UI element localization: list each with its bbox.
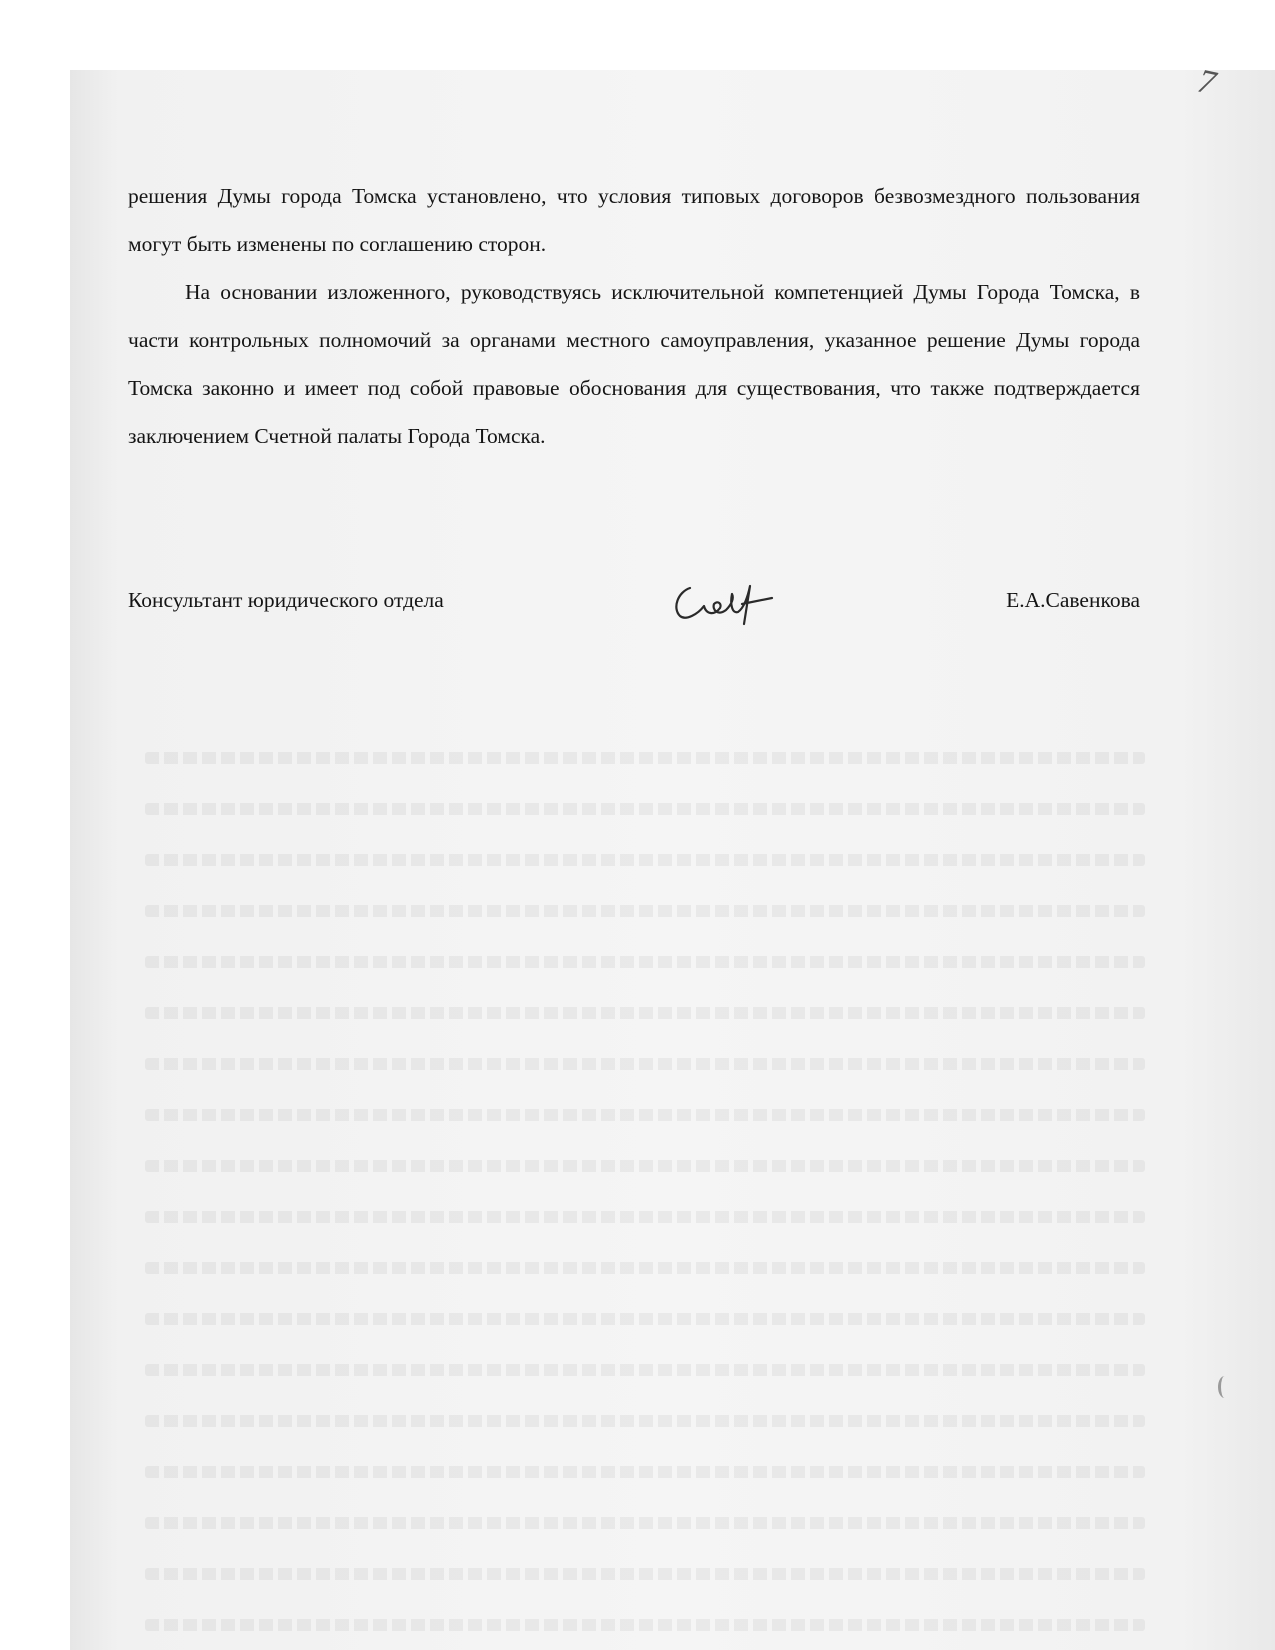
bleed-through-line [145, 1364, 1145, 1376]
bleed-through-line [145, 1466, 1145, 1478]
bleed-through-line [145, 854, 1145, 866]
bleed-through-line [145, 1109, 1145, 1121]
bleed-through-line [145, 956, 1145, 968]
signatory-role: Консультант юридического отдела [128, 588, 444, 612]
document-body [128, 172, 1140, 460]
bleed-through-line [145, 1568, 1145, 1580]
page-number-mark: 7 [1194, 62, 1219, 103]
bleed-through-line [145, 1313, 1145, 1325]
bleed-through-line [145, 1211, 1145, 1223]
body-paragraph: решения Думы города Томска установлено, что условия типовых договоров безвозмездного пользования могут быть изменены по соглашению сторон. [128, 184, 1140, 256]
bleed-through-line [145, 1160, 1145, 1172]
bleed-through-line [145, 1058, 1145, 1070]
handwritten-signature [668, 574, 788, 626]
bleed-through-line [145, 752, 1145, 764]
bleed-through-line [145, 1517, 1145, 1529]
bleed-through-line [145, 803, 1145, 815]
body-paragraph: На основании изложенного, руководствуясь исключительной компетенцией Думы Города Томска, в части контрольных полномочий за органами местного самоуправления, указанное решение Думы города Томска законно и имеет под собой правовые обоснования для существования, что также подтверждается заключением Счетной палаты Города Томска. [128, 280, 1140, 448]
bleed-through-line [145, 1007, 1145, 1019]
bleed-through-line [145, 1262, 1145, 1274]
signature-block [128, 582, 1140, 622]
bleed-through-line [145, 1619, 1145, 1631]
margin-mark [1218, 1376, 1231, 1398]
bleed-through-line [145, 905, 1145, 917]
bleed-through-line [145, 1415, 1145, 1427]
signatory-name: Е.А.Савенкова [1006, 588, 1140, 612]
